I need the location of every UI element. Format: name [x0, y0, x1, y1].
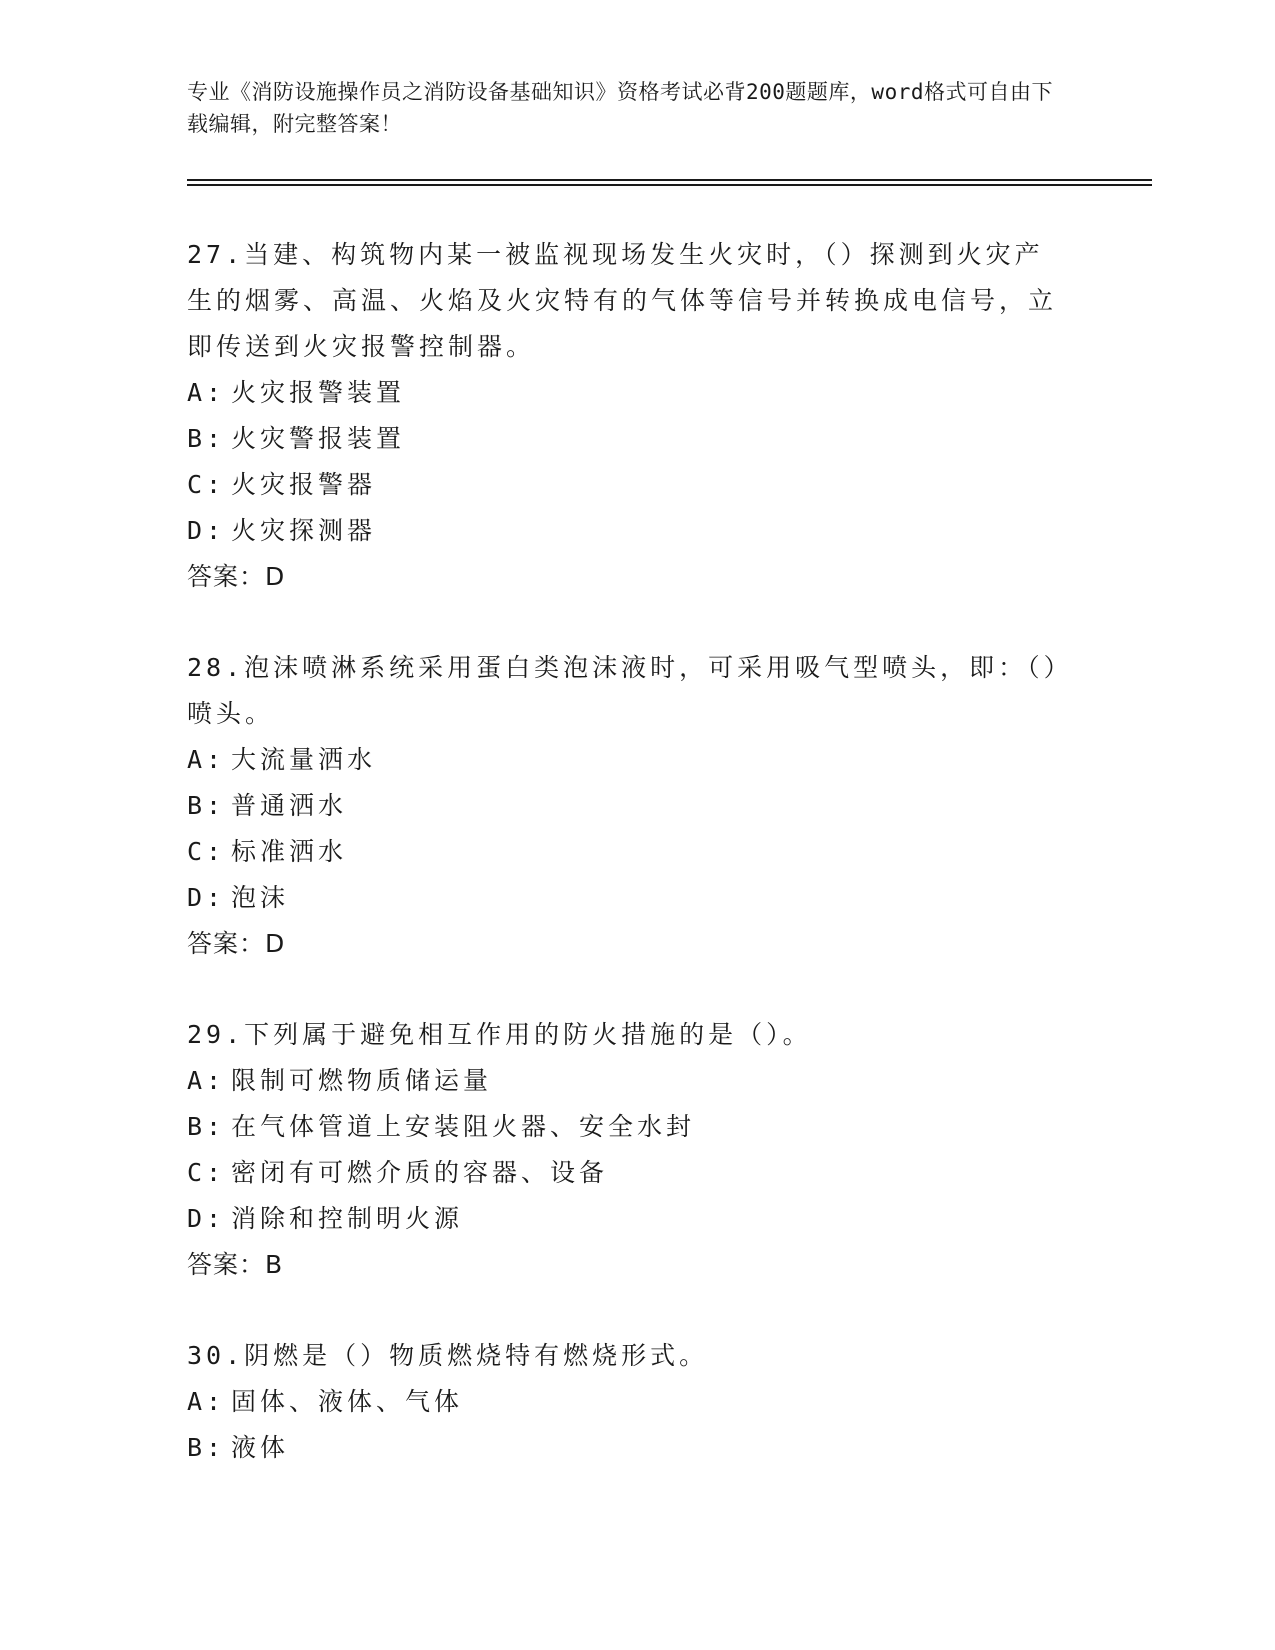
option-a [187, 1058, 1067, 1104]
option-text: 火灾探测器 [231, 516, 377, 545]
option-label: B: [187, 1433, 226, 1462]
option-a [187, 1379, 1067, 1425]
option-text: 固体、液体、气体 [231, 1387, 464, 1416]
option-label: B: [187, 791, 226, 820]
option-label: A: [187, 378, 226, 407]
option-d [187, 1196, 1067, 1242]
option-text: 火灾报警器 [231, 470, 377, 499]
option-text: 消除和控制明火源 [231, 1204, 464, 1233]
answer-text: 答案：D [187, 562, 286, 591]
question-text: 28.泡沫喷淋系统采用蛋白类泡沫液时，可采用吸气型喷头，即：（）喷头。 [187, 653, 1061, 728]
option-text: 普通洒水 [231, 791, 348, 820]
option-d [187, 508, 1067, 554]
option-text: 液体 [231, 1433, 290, 1462]
option-text: 在气体管道上安装阻火器、安全水封 [231, 1112, 696, 1141]
option-text: 火灾报警装置 [231, 378, 406, 407]
option-text: 大流量洒水 [231, 745, 377, 774]
option-label: D: [187, 883, 226, 912]
option-b [187, 783, 1067, 829]
option-label: A: [187, 745, 226, 774]
header-divider-bottom [187, 184, 1152, 186]
option-label: A: [187, 1387, 226, 1416]
option-label: B: [187, 1112, 226, 1141]
question-30 [187, 1333, 1067, 1471]
option-text: 泡沫 [231, 883, 290, 912]
question-29 [187, 1012, 1067, 1288]
answer-text: 答案：D [187, 929, 286, 958]
option-text: 火灾警报装置 [231, 424, 406, 453]
option-text: 限制可燃物质储运量 [231, 1066, 493, 1095]
option-c [187, 1150, 1067, 1196]
option-c [187, 829, 1067, 875]
option-label: C: [187, 1158, 226, 1187]
option-label: D: [187, 1204, 226, 1233]
option-b [187, 1104, 1067, 1150]
header-divider-top [187, 179, 1152, 181]
option-text: 密闭有可燃介质的容器、设备 [231, 1158, 609, 1187]
document-header: 专业《消防设施操作员之消防设备基础知识》资格考试必背200题题库，word格式可自由下载编辑，附完整答案！ [187, 80, 1053, 136]
answer-text: 答案：B [187, 1250, 284, 1279]
option-label: A: [187, 1066, 226, 1095]
question-text: 27.当建、构筑物内某一被监视现场发生火灾时，（）探测到火灾产生的烟雾、高温、火焰及火灾特有的气体等信号并转换成电信号，立即传送到火灾报警控制器。 [187, 240, 1058, 361]
option-label: C: [187, 470, 226, 499]
option-d [187, 875, 1067, 921]
option-b [187, 416, 1067, 462]
question-text: 29.下列属于避免相互作用的防火措施的是（）。 [187, 1020, 812, 1049]
question-27 [187, 232, 1067, 600]
option-c [187, 462, 1067, 508]
option-label: D: [187, 516, 226, 545]
option-label: B: [187, 424, 226, 453]
option-label: C: [187, 837, 226, 866]
option-a [187, 737, 1067, 783]
question-text: 30.阴燃是（）物质燃烧特有燃烧形式。 [187, 1341, 709, 1370]
option-b [187, 1425, 1067, 1471]
question-28 [187, 645, 1067, 967]
question-list [187, 232, 1067, 1516]
option-text: 标准洒水 [231, 837, 348, 866]
option-a [187, 370, 1067, 416]
